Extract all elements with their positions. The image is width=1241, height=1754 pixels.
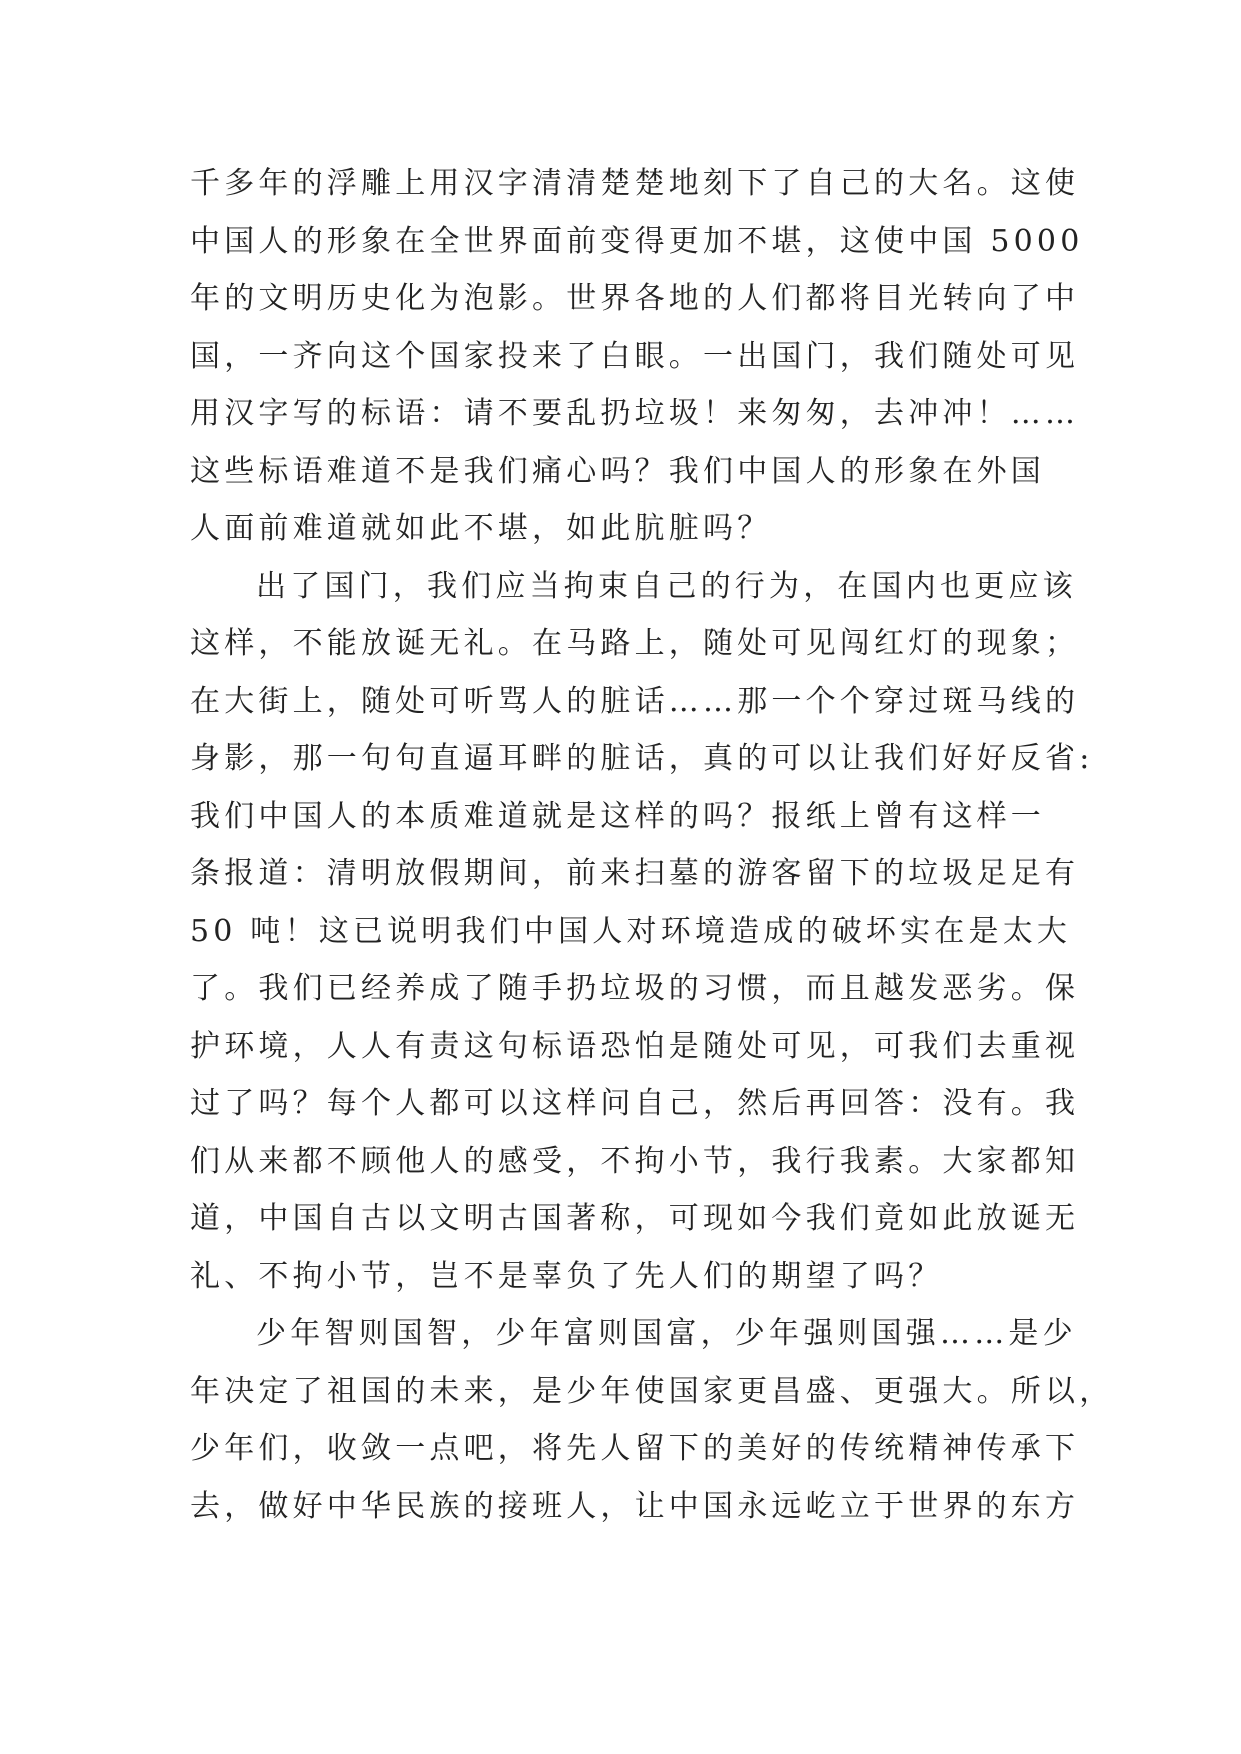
text-line: 道，中国自古以文明古国著称，可现如今我们竟如此放诞无 bbox=[190, 1201, 1080, 1236]
text-line: 出了国门，我们应当拘束自己的行为，在国内也更应该 bbox=[256, 568, 1077, 604]
text-line: 身影，那一句句直逼耳畔的脏话，真的可以让我们好好反省: bbox=[190, 741, 1094, 776]
text-line: 年的文明历史化为泡影。世界各地的人们都将目光转向了中 bbox=[190, 281, 1080, 316]
text-line: 过了吗？每个人都可以这样问自己，然后再回答：没有。我 bbox=[190, 1086, 1080, 1121]
text-line: 千多年的浮雕上用汉字清清楚楚地刻下了自己的大名。这使 bbox=[190, 166, 1080, 201]
text-line: 了。我们已经养成了随手扔垃圾的习惯，而且越发恶劣。保 bbox=[190, 971, 1080, 1006]
text-line: 人面前难道就如此不堪，如此肮脏吗？ bbox=[190, 511, 772, 546]
document-body bbox=[190, 155, 1114, 1535]
text-line: 们从来都不顾他人的感受，不拘小节，我行我素。大家都知 bbox=[190, 1143, 1080, 1179]
text-line: 50 吨！这已说明我们中国人对环境造成的破坏实在是太大 bbox=[190, 913, 1072, 949]
text-line: 少年智则国智，少年富则国富，少年强则国强……是少 bbox=[256, 1316, 1077, 1351]
text-line: 中国人的形象在全世界面前变得更加不堪，这使中国 5000 bbox=[190, 223, 1084, 259]
text-line: 礼、不拘小节，岂不是辜负了先人们的期望了吗？ bbox=[190, 1258, 943, 1294]
text-line: 少年们，收敛一点吧，将先人留下的美好的传统精神传承下 bbox=[190, 1431, 1080, 1466]
text-line: 国，一齐向这个国家投来了白眼。一出国门，我们随处可见 bbox=[190, 338, 1080, 374]
text-line: 条报道：清明放假期间，前来扫墓的游客留下的垃圾足足有 bbox=[190, 856, 1080, 891]
text-line: 在大街上，随处可听骂人的脏话……那一个个穿过斑马线的 bbox=[190, 683, 1080, 719]
text-line: 我们中国人的本质难道就是这样的吗？报纸上曾有这样一 bbox=[190, 798, 1045, 834]
text-line: 这样，不能放诞无礼。在马路上，随处可见闯红灯的现象； bbox=[190, 626, 1080, 661]
text-line: 这些标语难道不是我们痛心吗？我们中国人的形象在外国 bbox=[190, 453, 1045, 489]
text-line: 用汉字写的标语：请不要乱扔垃圾！来匆匆，去冲冲！…… bbox=[190, 396, 1080, 431]
text-line: 年决定了祖国的未来，是少年使国家更昌盛、更强大。所以， bbox=[190, 1373, 1114, 1409]
text-line: 去，做好中华民族的接班人，让中国永远屹立于世界的东方 bbox=[190, 1488, 1080, 1524]
text-line: 护环境，人人有责这句标语恐怕是随处可见，可我们去重视 bbox=[190, 1028, 1080, 1064]
